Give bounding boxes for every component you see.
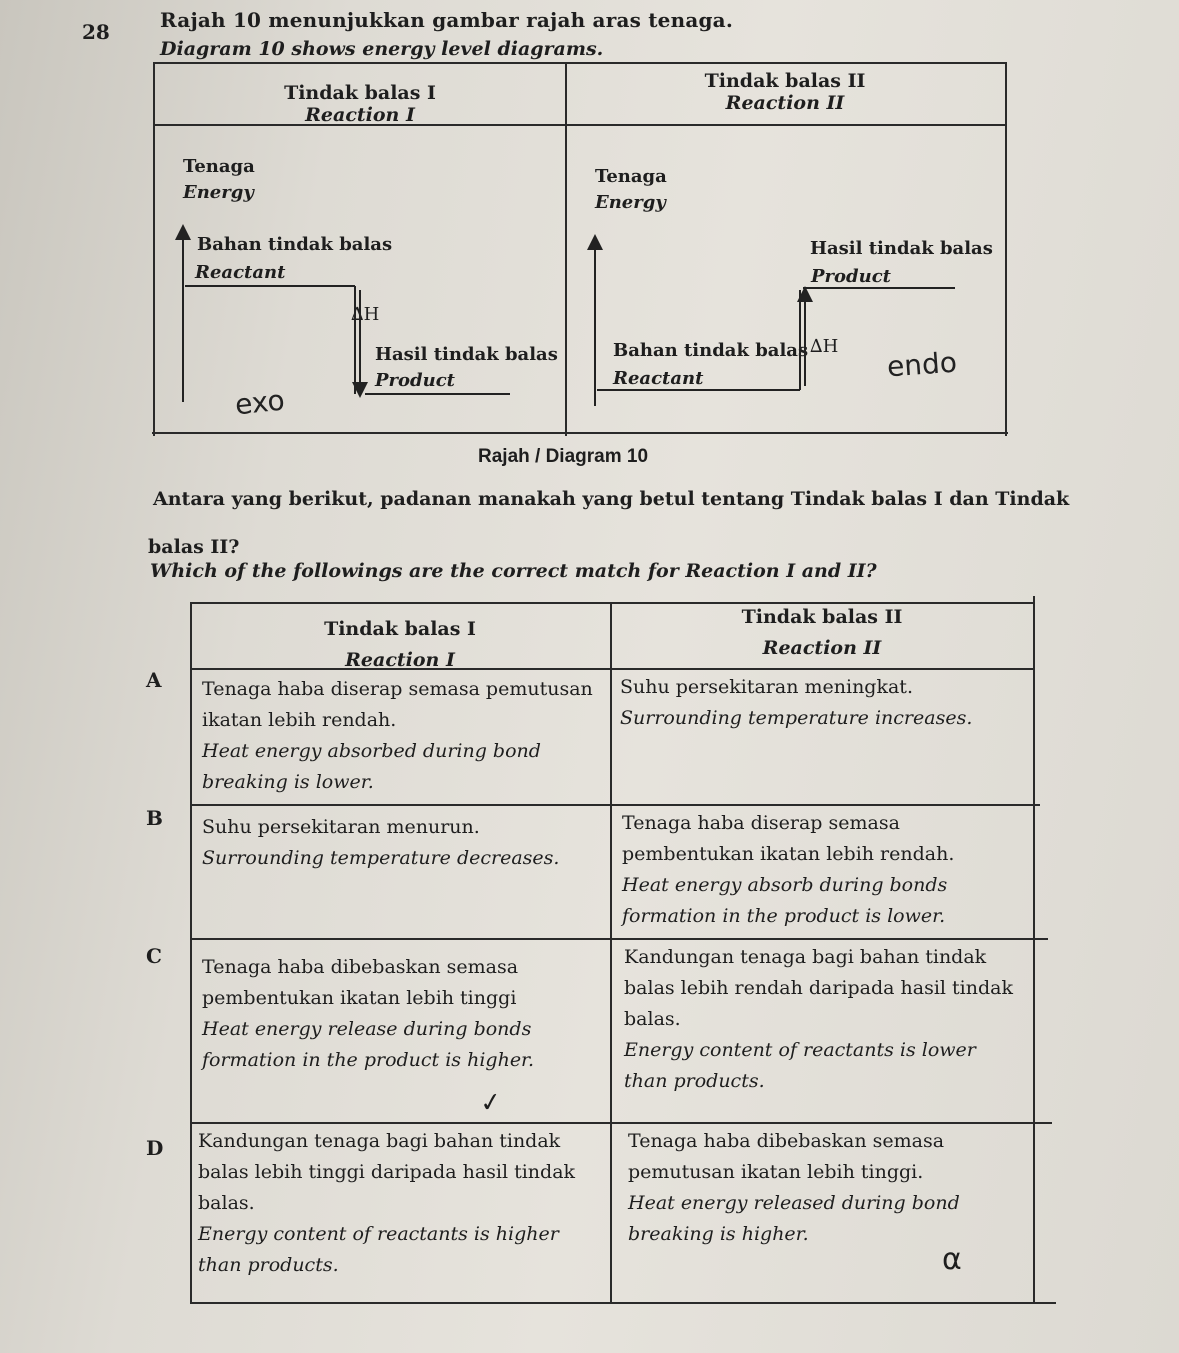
energy-diagram-box bbox=[153, 62, 1007, 436]
option-a-letter[interactable]: A bbox=[146, 668, 162, 692]
r1-axis-malay: Tenaga bbox=[183, 156, 255, 177]
r1-delta-h: ∆H bbox=[351, 304, 380, 325]
r2-handwritten-note: endo bbox=[885, 345, 958, 384]
r1-handwritten-note: exo bbox=[233, 383, 287, 422]
r2-delta-h: ∆H bbox=[810, 336, 839, 357]
r2-product-english: Product bbox=[811, 266, 891, 287]
r2-product-malay: Hasil tindak balas bbox=[810, 238, 993, 259]
answer-table bbox=[146, 596, 1055, 1306]
r2-axis-malay: Tenaga bbox=[595, 166, 667, 187]
table-header-reaction1: Tindak balas I Reaction I bbox=[324, 618, 476, 671]
energy-level-lines bbox=[155, 64, 1005, 436]
prompt-english: Which of the followings are the correct match for Reaction I and II? bbox=[150, 560, 877, 582]
r1-reactant-english: Reactant bbox=[195, 262, 286, 283]
option-d-reaction2: Tenaga haba dibebaskan semasa pemutusan ikatan lebih tinggi. Heat energy released during bond breaking is higher. bbox=[628, 1130, 960, 1245]
option-b-letter[interactable]: B bbox=[146, 806, 163, 830]
table-header-reaction2: Tindak balas II Reaction II bbox=[741, 606, 903, 659]
r1-product-malay: Hasil tindak balas bbox=[375, 344, 558, 365]
option-c-letter[interactable]: C bbox=[146, 944, 162, 968]
option-c-reaction2: Kandungan tenaga bagi bahan tindak balas lebih rendah daripada hasil tindak balas. Energy content of reactants is lower than products. bbox=[624, 946, 1013, 1092]
diagram-caption: Rajah / Diagram 10 bbox=[478, 446, 649, 467]
tick-mark-icon: ✓ bbox=[478, 1086, 504, 1120]
option-b-reaction2: Tenaga haba diserap semasa pembentukan ikatan lebih rendah. Heat energy absorb during bonds formation in the product is lower. bbox=[622, 812, 955, 927]
option-a-reaction2: Suhu persekitaran meningkat. Surrounding temperature increases. bbox=[620, 676, 973, 729]
option-b-reaction1: Suhu persekitaran menurun. Surrounding temperature decreases. bbox=[202, 816, 560, 869]
option-d-reaction1: Kandungan tenaga bagi bahan tindak balas lebih tinggi daripada hasil tindak balas. Energy content of reactants is higher than products. bbox=[198, 1130, 576, 1276]
r2-axis-english: Energy bbox=[595, 192, 666, 213]
reaction1-header: Tindak balas I Reaction I bbox=[284, 82, 436, 126]
option-a-reaction1: Tenaga haba diserap semasa pemutusan ikatan lebih rendah. Heat energy absorbed during bond breaking is lower. bbox=[202, 678, 593, 793]
question-stem-english: Diagram 10 shows energy level diagrams. bbox=[160, 38, 604, 60]
r2-reactant-english: Reactant bbox=[613, 368, 704, 389]
question-stem-malay: Rajah 10 menunjukkan gambar rajah aras tenaga. bbox=[160, 8, 733, 32]
cross-mark-icon: α bbox=[942, 1242, 962, 1277]
prompt-malay-line1: Antara yang berikut, padanan manakah yang betul tentang Tindak balas I dan Tindak bbox=[153, 488, 1070, 510]
r1-product-english: Product bbox=[375, 370, 455, 391]
r1-axis-english: Energy bbox=[183, 182, 254, 203]
option-d-letter[interactable]: D bbox=[146, 1136, 164, 1160]
reaction2-header: Tindak balas II Reaction II bbox=[704, 70, 866, 114]
option-c-reaction1: Tenaga haba dibebaskan semasa pembentukan ikatan lebih tinggi Heat energy release during bonds formation in the product is higher. bbox=[202, 956, 535, 1071]
prompt-malay-line2: balas II? bbox=[148, 536, 240, 558]
question-number: 28 bbox=[82, 20, 110, 44]
r2-reactant-malay: Bahan tindak balas bbox=[613, 340, 809, 361]
r1-reactant-malay: Bahan tindak balas bbox=[197, 234, 393, 255]
